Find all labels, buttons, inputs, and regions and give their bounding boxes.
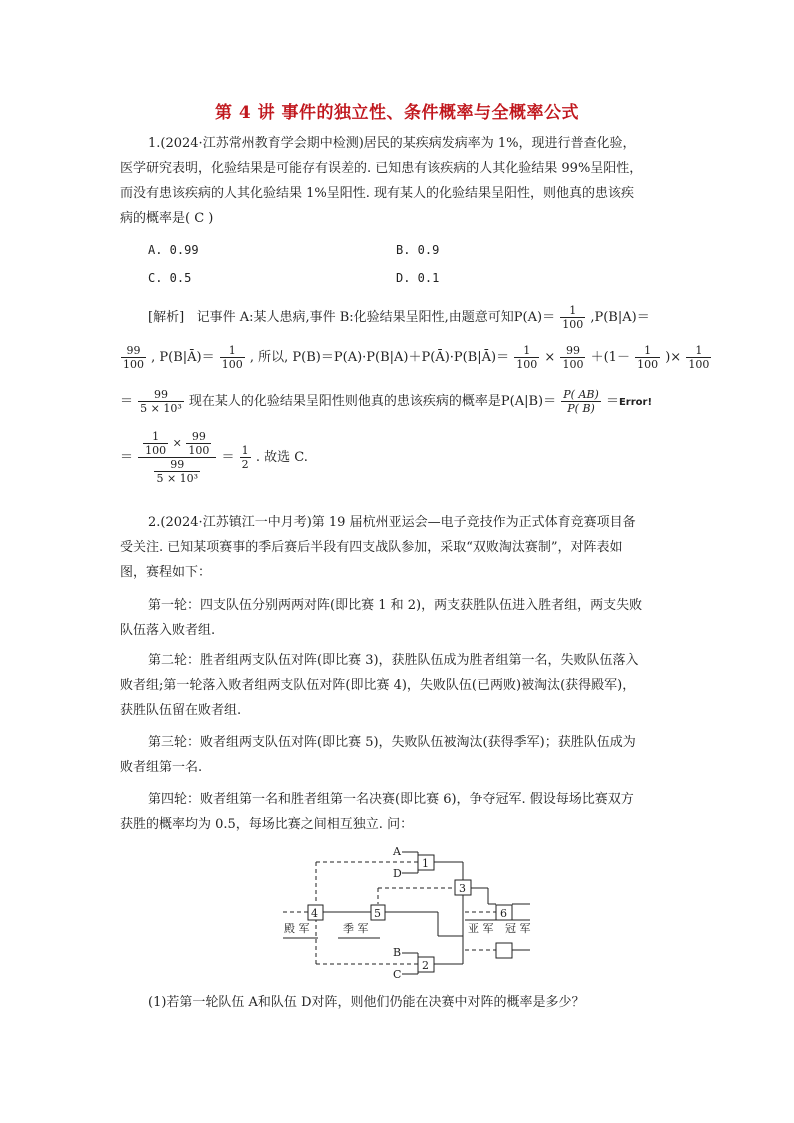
q2-line-2: 受关注. 已知某项赛事的季后赛后半段有四支战队参加，采取“双败淘汰赛制”，对阵表如 [120,540,623,555]
compound-fraction: $\frac{1}{100}$ × $\frac{99}{100}$ $\frac{99}{\text{5 × 10³}}$ [138,430,216,485]
team-c-label: C [393,968,402,980]
match-4-label: 4 [311,907,318,920]
bracket-diagram [0,840,794,980]
page-title: 第 4 讲 事件的独立性、条件概率与全概率公式 [214,103,580,123]
team-b-label: B [393,946,402,959]
error-text: Error! [618,397,653,408]
q1-option-d: D. 0.1 [396,271,440,285]
match-3-label: 3 [459,882,466,895]
solution-label: [解析] [148,310,185,325]
q1-line-1: 1.(2024·江苏常州教育学会期中检测)居民的某疾病发病率为 1%，现进行普查化验， [148,136,636,151]
final-rematch-box [496,943,512,958]
team-d-label: D [393,867,402,880]
q2-line-7: 败者组;第一轮落入败者组两支队伍对阵(即比赛 4)，失败队伍(已两败)被淘汰(获得殿军)， [120,678,636,693]
q1-line-2: 医学研究表明，化验结果是可能存有误差的. 已知患有该疾病的人其化验结果 99%呈阳性， [120,161,643,176]
team-a-label: A [393,845,401,858]
q1-line-3: 而没有患该疾病的人其化验结果 1%呈阳性. 现有某人的化验结果呈阳性，则他真的患该疾 [120,186,635,201]
q2-line-12: 获胜的概率均为 0.5，每场比赛之间相互独立. 问： [120,817,414,832]
q2-line-8: 获胜队伍留在败者组. [120,703,242,718]
solution-line-1: [解析] 记事件 A:某人患病,事件 B:化验结果呈阳性,由题意可知P(A)＝ $\frac{1}{100}$ ,P(B|A)＝ [148,304,650,331]
solution-intro: 记事件 A:某人患病,事件 B:化验结果呈阳性,由题意可知P(A)＝ [196,310,556,325]
placement-third: 季 军 [343,922,369,935]
match-6-label: 6 [500,907,507,920]
solution-line-3: ＝ $\frac{99}{\text{5 × 10³}}$ 现在某人的化验结果呈阳性则他真的患该疾病的概率是P(A|B)＝ $\frac{P( AB)}{P( B)}$ ＝Error! [120,388,653,415]
q2-line-6: 第二轮：胜者组两支队伍对阵(即比赛 3)，获胜队伍成为胜者组第一名，失败队伍落入 [148,653,639,668]
q2-line-9: 第三轮：败者组两支队伍对阵(即比赛 5)，失败队伍被淘汰(获得季军)；获胜队伍成为 [148,735,636,750]
placement-first: 冠 军 [505,922,531,935]
fraction-p-b: $\frac{99}{\text{5 × 10³}}$ [140,388,182,415]
q2-line-4: 第一轮：四支队伍分别两两对阵(即比赛 1 和 2)，两支获胜队伍进入胜者组，两支失败 [148,598,643,613]
q1-option-c: C. 0.5 [148,271,192,285]
q2-sub-question-1: (1)若第一轮队伍 A和队伍 D对阵，则他们仍能在决赛中对阵的概率是多少？ [148,995,585,1010]
match-2-label: 2 [422,959,429,972]
solution-line-4: ＝ $\frac{1}{100}$ × $\frac{99}{100}$ $\frac{99}{\text{5 × 10³}}$ ＝ $\frac{1}{2}$ . 故选 C. [120,430,308,485]
placement-second: 亚 军 [468,922,494,935]
q2-line-10: 败者组第一名. [120,760,203,775]
q1-option-b: B. 0.9 [396,243,440,257]
match-1-label: 1 [422,857,429,870]
q2-line-3: 图，赛程如下： [120,565,212,580]
q2-line-1: 2.(2024·江苏镇江一中月考)第 19 届杭州亚运会—电子竞技作为正式体育竞赛项目备 [148,515,636,530]
fraction-1-100: $\frac{1}{100}$ [221,344,243,371]
placement-fourth: 殿 军 [284,922,310,935]
solution-line-2: $\frac{99}{100}$ , P(B|Ā)＝ $\frac{1}{100}$ , 所以, P(B)＝P(A)·P(B|A)＋P(Ā)·P(B|Ā)＝ $\frac{1}{100}$ × $\frac{99}{100}$ ＋(1－ $\frac{1}{100}$ )× $\frac{1}{100}$ [123,344,710,371]
match-5-label: 5 [374,907,381,920]
q1-option-a: A. 0.99 [148,243,199,257]
fraction-one-half: $\frac{1}{2}$ [241,444,249,471]
fraction-99-100: $\frac{99}{100}$ [123,344,144,371]
fraction-p-a: $\frac{1}{100}$ [562,304,584,331]
q1-line-4: 病的概率是( C ) [120,211,214,226]
q2-line-11: 第四轮：败者组第一名和胜者组第一名决赛(即比赛 6)，争夺冠军. 假设每场比赛双方 [148,792,634,807]
q2-line-5: 队伍落入败者组. [120,623,216,638]
